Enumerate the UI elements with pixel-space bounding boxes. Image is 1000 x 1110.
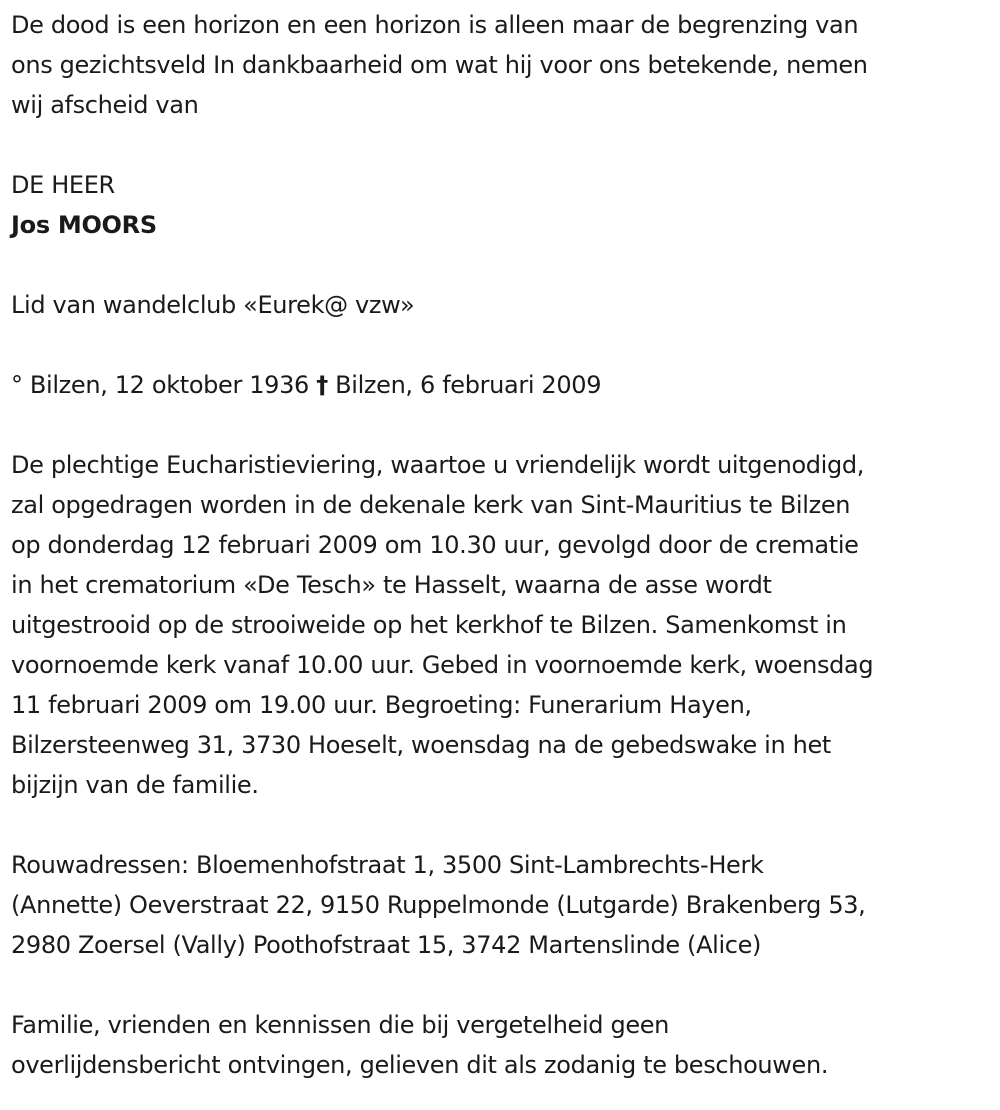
obituary-notice [11, 5, 996, 1085]
spacer [11, 405, 996, 445]
closing-note: Familie, vrienden en kennissen die bij vergetelheid geen overlijdensbericht ontvingen, gelieven dit als zodanig te beschouwen. [11, 1011, 829, 1079]
birth-info: ° Bilzen, 12 oktober 1936 [11, 371, 309, 399]
ceremony-details: De plechtige Eucharistieviering, waartoe u vriendelijk wordt uitgenodigd, zal opgedragen worden in de dekenale kerk van Sint-Mauritius te Bilzen op donderdag 12 februari 2009 om 10.30 uur, gevolgd door de crematie in het crematorium «De Tesch» te Hasselt, waarna de asse wordt uitgestrooid op de strooiweide op het kerkhof te Bilzen. Samenkomst in voornoemde kerk vanaf 10.00 uur. Gebed in voornoemde kerk, woensdag 11 februari 2009 om 19.00 uur. Begroeting: Funerarium Hayen, Bilzersteenweg 31, 3730 Hoeselt, woensdag na de gebedswake in het bijzijn van de familie. [11, 451, 874, 799]
membership-line: Lid van wandelclub «Eurek@ vzw» [11, 291, 415, 319]
death-info: Bilzen, 6 februari 2009 [335, 371, 602, 399]
spacer [11, 245, 996, 285]
deceased-name: Jos MOORS [11, 211, 157, 239]
spacer [11, 125, 996, 165]
honorific-title: DE HEER [11, 171, 115, 199]
spacer [11, 325, 996, 365]
spacer [11, 965, 996, 1005]
cross-icon: † [316, 371, 328, 399]
dates-line [11, 365, 996, 405]
intro-quote: De dood is een horizon en een horizon is alleen maar de begrenzing van ons gezichtsveld In dankbaarheid om wat hij voor ons betekende, nemen wij afscheid van [11, 11, 868, 119]
mourning-addresses: Rouwadressen: Bloemenhofstraat 1, 3500 Sint-Lambrechts-Herk (Annette) Oeverstraat 22, 9150 Ruppelmonde (Lutgarde) Brakenberg 53, 2980 Zoersel (Vally) Poothofstraat 15, 3742 Martenslinde (Alice) [11, 851, 866, 959]
spacer [11, 805, 996, 845]
